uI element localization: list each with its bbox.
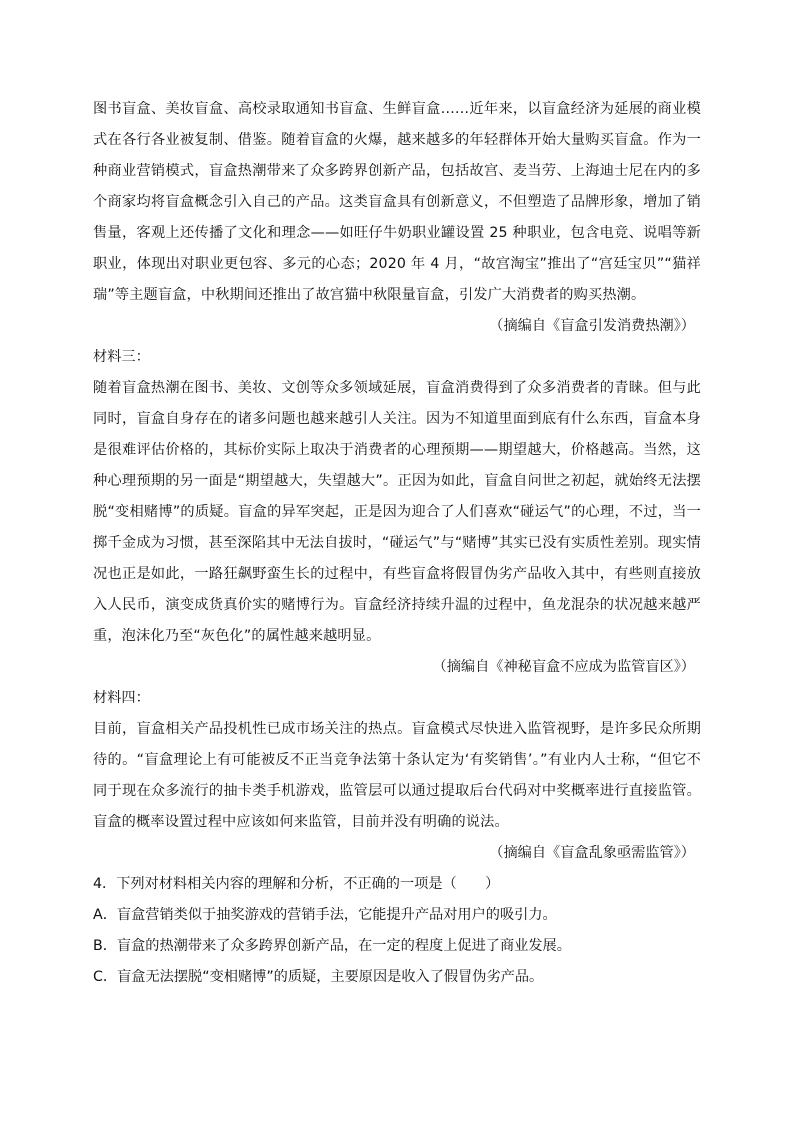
material-three-body: 随着盲盒热潮在图书、美妆、文创等众多领域延展，盲盒消费得到了众多消费者的青睐。但与此同时，盲盒自身存在的诸多问题也越来越引人关注。因为不知道里面到底有什么东西，盲盒本身是很难评估价格的，其标价实际上取决于消费者的心理预期——期望越大，价格越高。当然，这种心理预期的另一面是“期望越大，失望越大”。正因为如此，盲盒自问世之初起，就始终无法摆脱“变相赌博”的质疑。盲盒的异军突起，正是因为迎合了人们喜欢“碰运气”的心理，不过，当一掷千金成为习惯，甚至深陷其中无法自拔时，“碰运气”与“赌博”其实已没有实质性差别。现实情况也正是如此，一路狂飙野蛮生长的过程中，有些盲盒将假冒伪劣产品收入其中，有些则直接放入人民币，演变成货真价实的赌博行为。盲盒经济持续升温的过程中，鱼龙混杂的状况越来越严重，泡沫化乃至“灰色化”的属性越来越明显。 — [93, 380, 701, 644]
question-four-option-c: C．盲盒无法摆脱“变相赌博”的质疑，主要原因是收入了假冒伪劣产品。 — [93, 969, 544, 985]
material-four-body: 目前，盲盒相关产品投机性已成市场关注的热点。盲盒模式尽快进入监管视野，是许多民众所期待的。“盲盒理论上有可能被反不正当竞争法第十条认定为‘有奖销售’。”有业内人士称，“但它不同于现在众多流行的抽卡类手机游戏，监管层可以通过提取后台代码对中奖概率进行直接监管。盲盒的概率设置过程中应该如何来监管，目前并没有明确的说法。 — [93, 721, 701, 830]
material-four-heading: 材料四： — [93, 690, 150, 706]
question-four-stem: 4．下列对材料相关内容的理解和分析，不正确的一项是（ ） — [93, 876, 500, 892]
question-four-option-a: A．盲盒营销类似于抽奖游戏的营销手法，它能提升产品对用户的吸引力。 — [93, 907, 557, 923]
source-note-material-three: （摘编自《神秘盲盒不应成为监管盲区》） — [432, 659, 695, 675]
document-page — [93, 94, 701, 993]
passage-material-two-body: 图书盲盒、美妆盲盒、高校录取通知书盲盒、生鲜盲盒……近年来，以盲盒经济为延展的商业模式在各行各业被复制、借鉴。随着盲盒的火爆，越来越多的年轻群体开始大量购买盲盒。作为一种商业营销模式，盲盒热潮带来了众多跨界创新产品，包括故宫、麦当劳、上海迪士尼在内的多个商家均将盲盒概念引入自己的产品。这类盲盒具有创新意义，不但塑造了品牌形象，增加了销售量，客观上还传播了文化和理念——如旺仔牛奶职业罐设置 25 种职业，包含电竞、说唱等新职业，体现出对职业更包容、多元的心态；2020 年 4 月，“故宫淘宝”推出了“宫廷宝贝”“猫祥瑞”等主题盲盒，中秋期间还推出了故宫猫中秋限量盲盒，引发广大消费者的购买热潮。 — [93, 101, 701, 303]
source-note-material-two: （摘编自《盲盒引发消费热潮》） — [489, 318, 695, 334]
source-note-material-four: （摘编自《盲盒乱象亟需监管》） — [489, 845, 695, 861]
material-three-heading: 材料三： — [93, 349, 150, 365]
question-four-option-b: B．盲盒的热潮带来了众多跨界创新产品，在一定的程度上促进了商业发展。 — [93, 938, 571, 954]
